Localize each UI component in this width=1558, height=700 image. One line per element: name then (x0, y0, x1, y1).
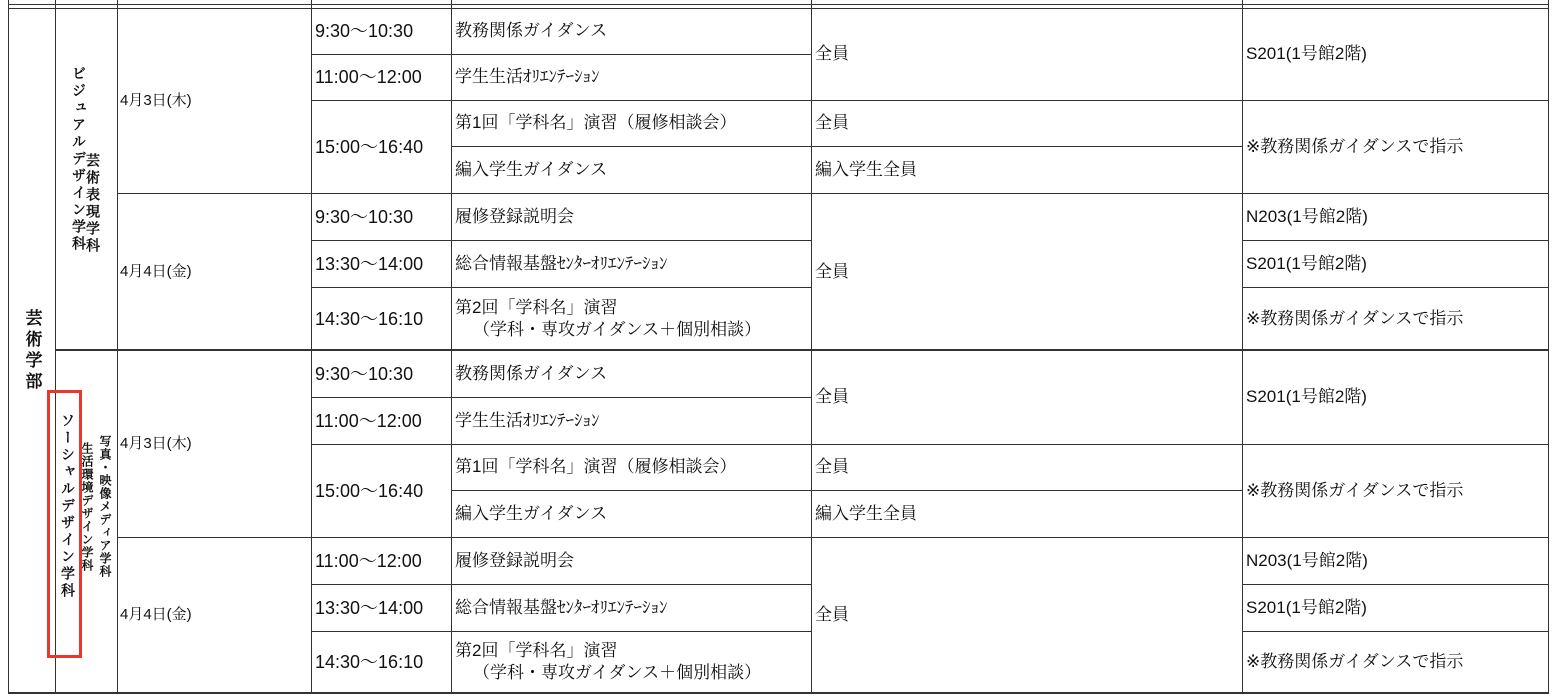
date-label: 4月3日(木) (120, 91, 192, 109)
target-cell (811, 100, 1243, 147)
event-cell (451, 100, 812, 147)
event-cell (451, 146, 812, 194)
target-label: 編入学生全員 (815, 503, 917, 523)
time-cell (311, 631, 452, 694)
time-cell (311, 537, 452, 585)
event-label: 第1回「学科名」演習（履修相談会） (455, 457, 737, 476)
event-label: 第1回「学科名」演習（履修相談会） (455, 113, 737, 132)
column-stub (1548, 0, 1549, 9)
time-cell (311, 444, 452, 538)
event-sublabel: （学科・専攻ガイダンス＋個別相談） (473, 663, 762, 682)
event-cell (451, 444, 812, 491)
time-label: 15:00～16:40 (315, 136, 424, 157)
event-label: 教務関係ガイダンス (455, 21, 608, 40)
highlight-box (47, 390, 82, 658)
room-label: S201(1号館2階) (1246, 387, 1367, 406)
department-label: ビジュアルデザイン学科 (71, 65, 87, 253)
room-label: N203(1号館2階) (1246, 206, 1368, 226)
time-label: 14:30～16:10 (315, 308, 424, 329)
event-cell (451, 8, 812, 55)
target-label: 編入学生全員 (815, 159, 917, 179)
event-cell (451, 631, 812, 694)
date-label: 4月4日(金) (120, 262, 192, 280)
table-frame-top-inner (8, 8, 1549, 9)
time-label: 14:30～16:10 (315, 652, 424, 672)
target-label: 全員 (815, 261, 849, 281)
column-stub (811, 0, 812, 9)
target-cell (811, 350, 1243, 445)
event-cell (451, 240, 812, 288)
date-cell (117, 193, 312, 351)
time-cell (311, 100, 452, 194)
event-label: 編入学生ガイダンス (455, 503, 608, 523)
target-label: 全員 (815, 113, 849, 132)
room-cell (1242, 287, 1549, 351)
event-cell (451, 54, 812, 101)
room-cell (1242, 8, 1549, 101)
table-frame-top (8, 4, 1549, 5)
event-cell (451, 287, 812, 351)
column-stub (117, 0, 118, 9)
time-cell (311, 8, 452, 55)
target-label: 全員 (815, 605, 849, 624)
room-cell (1242, 193, 1549, 241)
department-cell (55, 8, 118, 351)
course-label: 生活環境デザイン学科 (80, 441, 94, 572)
event-cell (451, 397, 812, 445)
time-cell (311, 54, 452, 101)
event-sublabel: （学科・専攻ガイダンス＋個別相談） (473, 319, 762, 339)
date-cell (117, 8, 312, 194)
date-cell (117, 537, 312, 694)
event-cell (451, 490, 812, 538)
time-label: 11:00～12:00 (315, 550, 422, 571)
room-cell (1242, 537, 1549, 585)
time-label: 11:00～12:00 (315, 410, 422, 431)
column-stub (1242, 0, 1243, 9)
room-cell (1242, 350, 1549, 445)
target-cell (811, 537, 1243, 694)
time-label: 13:30～14:00 (315, 253, 424, 274)
target-cell (811, 146, 1243, 194)
course-label: 写真・映像メディア学科 (98, 435, 112, 578)
department-label: ソーシャルデザイン学科 (60, 413, 76, 600)
date-label: 4月4日(金) (120, 606, 192, 623)
room-label: ※教務関係ガイダンスで指示 (1246, 308, 1464, 328)
room-label: S201(1号館2階) (1246, 44, 1367, 63)
room-cell (1242, 631, 1549, 694)
time-label: 9:30～10:30 (315, 363, 414, 384)
event-label: 学生生活ｵﾘｴﾝﾃｰｼｮﾝ (455, 410, 600, 430)
target-cell (811, 8, 1243, 101)
event-label: 教務関係ガイダンス (455, 363, 608, 383)
room-cell (1242, 100, 1549, 194)
room-cell (1242, 584, 1549, 632)
room-label: ※教務関係ガイダンスで指示 (1246, 652, 1464, 671)
room-label: ※教務関係ガイダンスで指示 (1246, 480, 1464, 500)
event-cell (451, 584, 812, 632)
time-cell (311, 584, 452, 632)
event-cell (451, 350, 812, 398)
event-label: 第2回「学科名」演習 (455, 641, 618, 660)
time-cell (311, 240, 452, 288)
time-label: 11:00～12:00 (315, 67, 422, 87)
target-label: 全員 (815, 457, 849, 476)
event-label: 学生生活ｵﾘｴﾝﾃｰｼｮﾝ (455, 67, 600, 86)
time-cell (311, 350, 452, 398)
target-cell (811, 444, 1243, 491)
event-cell (451, 193, 812, 241)
date-cell (117, 350, 312, 538)
event-label: 編入学生ガイダンス (455, 159, 608, 179)
room-label: N203(1号館2階) (1246, 550, 1368, 570)
target-label: 全員 (815, 387, 849, 406)
column-stub (451, 0, 452, 9)
time-label: 13:30～14:00 (315, 597, 424, 618)
time-label: 9:30～10:30 (315, 21, 414, 41)
time-cell (311, 193, 452, 241)
faculty-label: 芸術学部 (22, 308, 42, 393)
room-cell (1242, 240, 1549, 288)
room-label: S201(1号館2階) (1246, 253, 1367, 273)
event-label: 履修登録説明会 (455, 206, 574, 226)
time-cell (311, 397, 452, 445)
target-cell (811, 193, 1243, 351)
date-label: 4月3日(木) (120, 434, 192, 452)
column-stub (55, 0, 56, 9)
room-cell (1242, 444, 1549, 538)
event-label: 総合情報基盤ｾﾝﾀｰｵﾘｴﾝﾃｰｼｮﾝ (455, 597, 668, 617)
target-cell (811, 490, 1243, 538)
course-label: 芸術表現学科 (85, 153, 101, 255)
room-label: S201(1号館2階) (1246, 597, 1367, 617)
time-label: 9:30～10:30 (315, 206, 414, 227)
section-divider (55, 349, 1549, 351)
time-label: 15:00～16:40 (315, 480, 424, 501)
event-label: 第2回「学科名」演習 (455, 297, 618, 317)
event-label: 履修登録説明会 (455, 550, 574, 570)
time-cell (311, 287, 452, 351)
column-stub (311, 0, 312, 9)
room-label: ※教務関係ガイダンスで指示 (1246, 136, 1464, 156)
table-frame-left (8, 0, 9, 693)
target-label: 全員 (815, 44, 849, 63)
table-frame-bottom (8, 692, 1549, 694)
event-cell (451, 537, 812, 585)
event-label: 総合情報基盤ｾﾝﾀｰｵﾘｴﾝﾃｰｼｮﾝ (455, 253, 668, 273)
